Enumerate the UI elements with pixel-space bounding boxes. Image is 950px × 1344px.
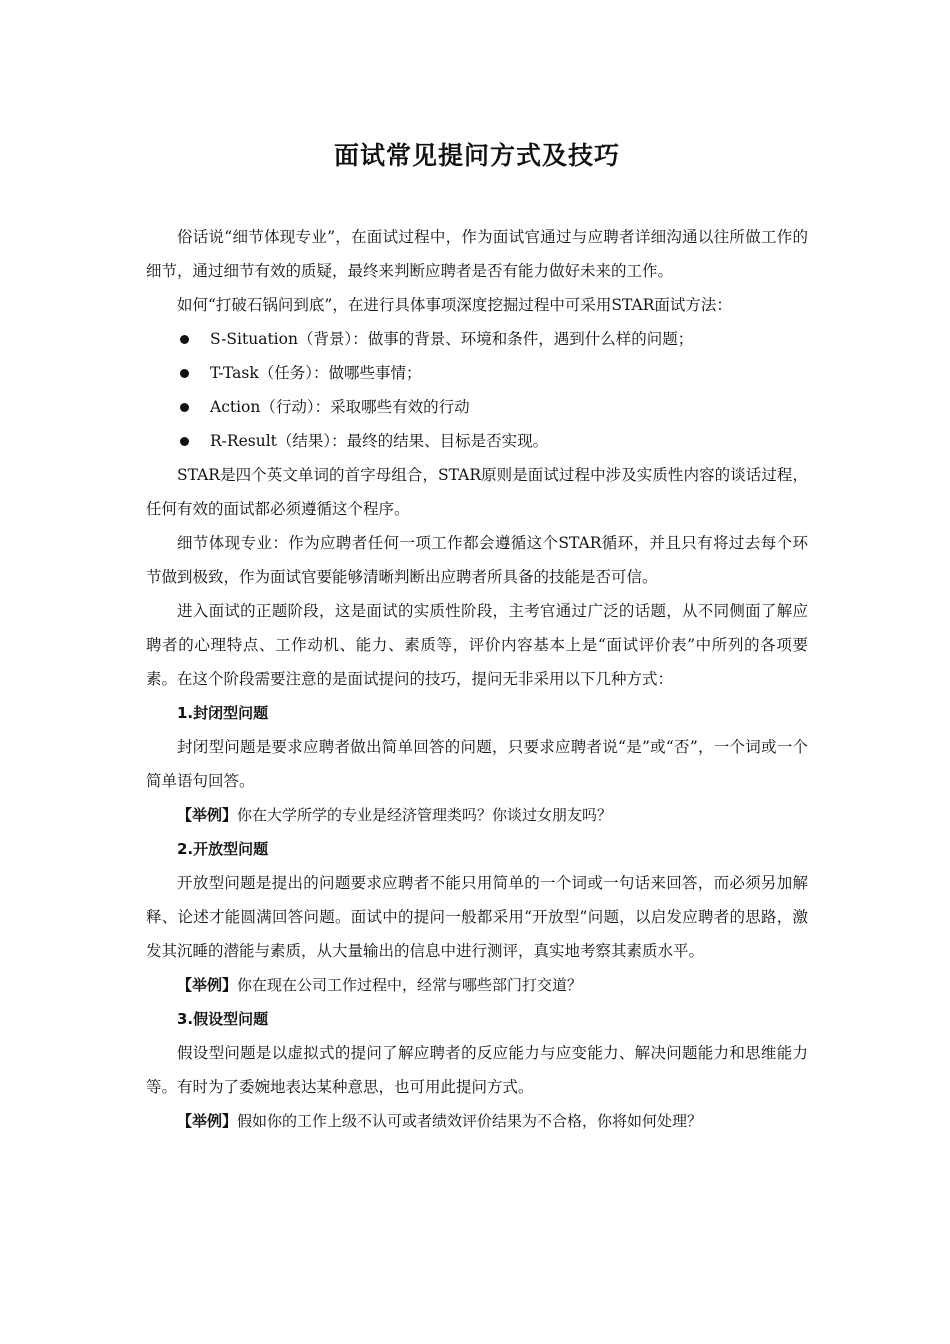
star-list xyxy=(146,322,808,458)
section-body-open: 开放型问题是提出的问题要求应聘者不能只用简单的一个词或一句话来回答，而必须另加解释、论述才能圆满回答问题。面试中的提问一般都采用“开放型”问题，以启发应聘者的思路，激发其沉睡的潜能与素质，从大量输出的信息中进行测评，真实地考察其素质水平。 xyxy=(146,874,808,960)
interview-stage-paragraph: 进入面试的正题阶段，这是面试的实质性阶段，主考官通过广泛的话题，从不同侧面了解应聘者的心理特点、工作动机、能力、素质等，评价内容基本上是“面试评价表”中所列的各项要素。在这个阶段需要注意的是面试提问的技巧，提问无非采用以下几种方式： xyxy=(146,602,808,688)
section-body-closed: 封闭型问题是要求应聘者做出简单回答的问题，只要求应聘者说“是”或“否”，一个词或一个简单语句回答。 xyxy=(146,738,808,790)
bullet-icon xyxy=(180,437,189,446)
star-item-action xyxy=(146,390,808,424)
document-title: 面试常见提问方式及技巧 xyxy=(333,141,620,170)
section-heading-open: 2.开放型问题 xyxy=(177,840,269,858)
section-heading-closed: 1.封闭型问题 xyxy=(177,704,269,722)
intro-paragraph: 俗话说“细节体现专业”，在面试过程中，作为面试官通过与应聘者详细沟通以往所做工作的细节，通过细节有效的质疑，最终来判断应聘者是否有能力做好未来的工作。 xyxy=(146,228,808,280)
example-text: 你在现在公司工作过程中，经常与哪些部门打交道？ xyxy=(237,976,583,994)
star-method-intro: 如何“打破石锅问到底”，在进行具体事项深度挖掘过程中可采用STAR面试方法： xyxy=(177,296,732,314)
star-item-text: S-Situation（背景）：做事的背景、环境和条件，遇到什么样的问题； xyxy=(210,330,694,348)
example-text: 假如你的工作上级不认可或者绩效评价结果为不合格，你将如何处理？ xyxy=(237,1112,703,1130)
bullet-icon xyxy=(180,403,189,412)
example-open xyxy=(146,968,808,1002)
star-item-task xyxy=(146,356,808,390)
section-body-hypothetical: 假设型问题是以虚拟式的提问了解应聘者的反应能力与应变能力、解决问题能力和思维能力等。有时为了委婉地表达某种意思，也可用此提问方式。 xyxy=(146,1044,808,1096)
bullet-icon xyxy=(180,335,189,344)
example-tag: 【举例】 xyxy=(177,806,238,824)
detail-paragraph: 细节体现专业：作为应聘者任何一项工作都会遵循这个STAR循环，并且只有将过去每个环节做到极致，作为面试官要能够清晰判断出应聘者所具备的技能是否可信。 xyxy=(146,534,808,586)
star-item-result xyxy=(146,424,808,458)
section-heading-hypothetical: 3.假设型问题 xyxy=(177,1010,269,1028)
example-text: 你在大学所学的专业是经济管理类吗？你谈过女朋友吗？ xyxy=(237,806,613,824)
star-explanation-paragraph: STAR是四个英文单词的首字母组合，STAR原则是面试过程中涉及实质性内容的谈话过程，任何有效的面试都必须遵循这个程序。 xyxy=(146,466,808,518)
example-hypothetical xyxy=(146,1104,808,1138)
example-closed xyxy=(146,798,808,832)
star-item-text: R-Result（结果）：最终的结果、目标是否实现。 xyxy=(210,432,549,450)
example-tag: 【举例】 xyxy=(177,1112,238,1130)
star-item-text: T-Task（任务）：做哪些事情； xyxy=(210,364,422,382)
star-item-situation xyxy=(146,322,808,356)
star-item-text: Action（行动）：采取哪些有效的行动 xyxy=(210,398,470,416)
example-tag: 【举例】 xyxy=(177,976,238,994)
bullet-icon xyxy=(180,369,189,378)
